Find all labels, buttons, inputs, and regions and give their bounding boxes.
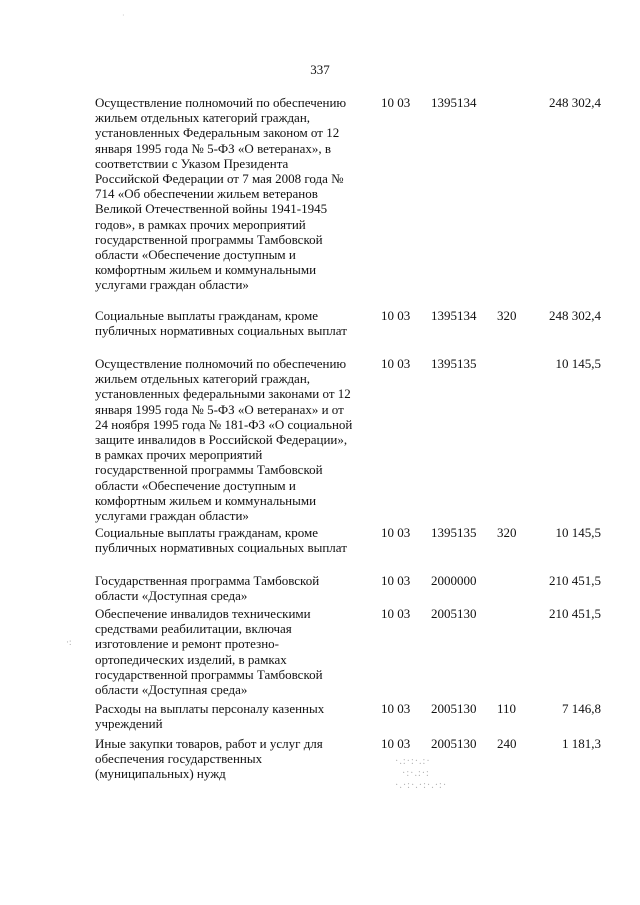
row-description: Осуществление полномочий по обеспечению жильем отдельных категорий граждан, установленных федеральными законами от 12 января 1995 года № 5-ФЗ «О ветеранах» и от 24 ноября 1995 года № 181-ФЗ «О социальной защите инвалидов в Российской Федерации», в рамках прочих мероприятий государственной программы Тамбовской области «Обеспечение доступным и комфортным жильем и коммунальными услугами граждан области» — [95, 356, 353, 524]
row-target-code: 1395134 — [431, 308, 477, 323]
row-target-code: 1395135 — [431, 356, 477, 371]
row-section-code: 10 03 — [381, 308, 411, 323]
row-amount: 10 145,5 — [555, 356, 601, 371]
row-description: Иные закупки товаров, работ и услуг для обеспечения государственных (муниципальных) нужд — [95, 736, 323, 782]
page-number: 337 — [310, 62, 330, 77]
row-section-code: 10 03 — [381, 573, 411, 588]
row-description: Государственная программа Тамбовской области «Доступная среда» — [95, 573, 320, 604]
row-section-code: 10 03 — [381, 95, 411, 110]
row-amount: 248 302,4 — [549, 95, 601, 110]
row-description: Социальные выплаты гражданам, кроме публичных нормативных социальных выплат — [95, 525, 347, 556]
row-section-code: 10 03 — [381, 356, 411, 371]
margin-mark: ·: — [66, 637, 72, 647]
row-amount: 10 145,5 — [555, 525, 601, 540]
row-amount: 1 181,3 — [562, 736, 601, 751]
row-section-code: 10 03 — [381, 606, 411, 621]
row-description: Социальные выплаты гражданам, кроме публичных нормативных социальных выплат — [95, 308, 347, 339]
row-section-code: 10 03 — [381, 736, 411, 751]
row-target-code: 1395134 — [431, 95, 477, 110]
faded-stamp: ·.:·:·.:· ·:·.:·: ·.·:·.·:·.·:· — [395, 756, 448, 791]
row-target-code: 2005130 — [431, 701, 477, 716]
row-expense-type: 240 — [497, 736, 517, 751]
row-description: Осуществление полномочий по обеспечению жильем отдельных категорий граждан, установленных Федеральным законом от 12 января 1995 года № 5-ФЗ «О ветеранах», в соответствии с Указом Президента Российской Федерации от 7 мая 2008 года № 714 «Об обеспечении жильем ветеранов Великой Отечественной войны 1941-1945 годов», в рамках прочих мероприятий государственной программы Тамбовской области «Обеспечение доступным и комфортным жильем и коммунальными услугами граждан области» — [95, 95, 347, 293]
row-section-code: 10 03 — [381, 701, 411, 716]
row-description: Обеспечение инвалидов техническими средствами реабилитации, включая изготовление и ремонт протезно-ортопедических изделий, в рамках государственной программы Тамбовской области «Доступная среда» — [95, 606, 323, 698]
row-amount: 248 302,4 — [549, 308, 601, 323]
scan-mark: · — [122, 11, 125, 20]
row-target-code: 2000000 — [431, 573, 477, 588]
row-target-code: 2005130 — [431, 736, 477, 751]
row-amount: 7 146,8 — [562, 701, 601, 716]
row-description: Расходы на выплаты персоналу казенных учреждений — [95, 701, 325, 732]
row-expense-type: 320 — [497, 525, 517, 540]
row-target-code: 2005130 — [431, 606, 477, 621]
row-section-code: 10 03 — [381, 525, 411, 540]
row-expense-type: 320 — [497, 308, 517, 323]
row-target-code: 1395135 — [431, 525, 477, 540]
row-amount: 210 451,5 — [549, 606, 601, 621]
row-expense-type: 110 — [497, 701, 517, 716]
row-amount: 210 451,5 — [549, 573, 601, 588]
